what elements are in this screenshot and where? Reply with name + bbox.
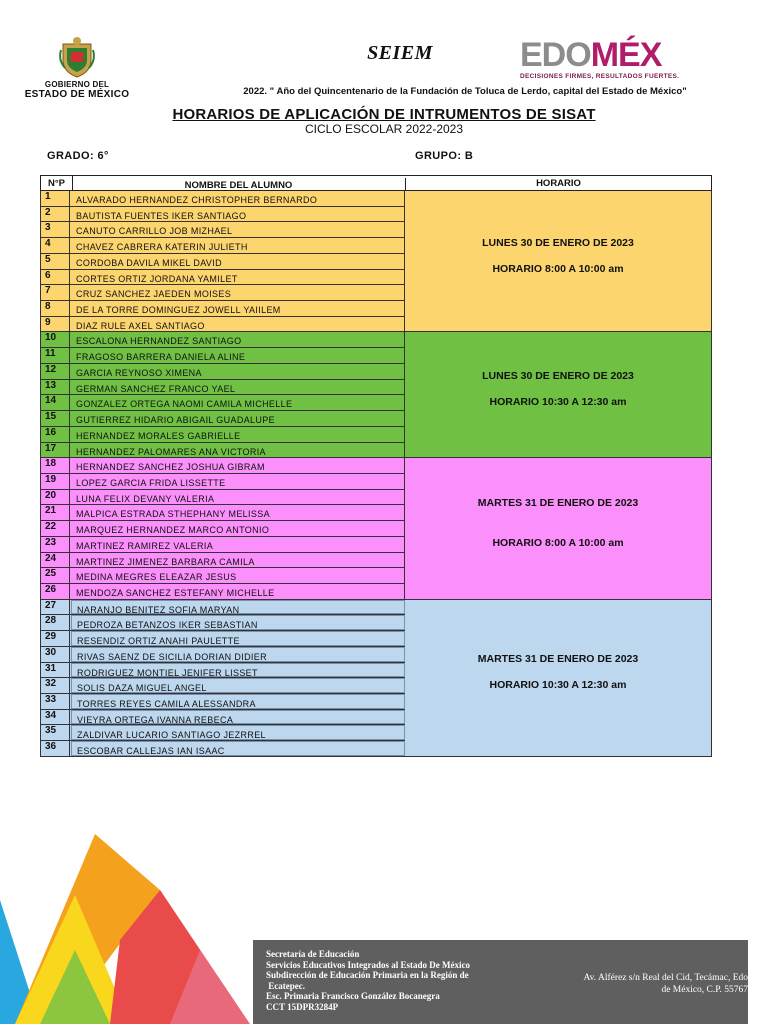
student-name: CRUZ SANCHEZ JAEDEN MOISES — [71, 285, 405, 300]
student-name: RIVAS SAENZ DE SICILIA DORIAN DIDIER — [71, 647, 405, 662]
table-row — [40, 222, 405, 238]
row-number: 18 — [40, 458, 70, 473]
header-horario: HORARIO — [536, 178, 581, 189]
row-number: 23 — [40, 537, 70, 552]
student-name: LUNA FELIX DEVANY VALERIA — [71, 490, 405, 505]
table-row — [40, 380, 405, 396]
block-fecha: MARTES 31 DE ENERO DE 2023 — [477, 653, 639, 666]
row-number: 3 — [40, 222, 70, 237]
student-name: PEDROZA BETANZOS IKER SEBASTIAN — [71, 615, 405, 630]
student-name: MARQUEZ HERNANDEZ MARCO ANTONIO — [71, 521, 405, 536]
schedule-block — [405, 458, 712, 599]
row-number: 16 — [40, 427, 70, 442]
gobierno-line1: GOBIERNO DEL — [44, 80, 110, 89]
row-number: 26 — [40, 584, 70, 599]
footer-line: Subdirección de Educación Primaria en la Región de — [266, 970, 469, 981]
block-fecha: LUNES 30 DE ENERO DE 2023 — [482, 370, 634, 383]
edomex-tagline: DECISIONES FIRMES, RESULTADOS FUERTES. — [520, 73, 680, 80]
row-number: 33 — [40, 694, 70, 709]
table-row — [40, 521, 405, 537]
ciclo-escolar: CICLO ESCOLAR 2022-2023 — [304, 122, 464, 136]
student-name: GARCIA REYNOSO XIMENA — [71, 364, 405, 379]
student-name: CANUTO CARRILLO JOB MIZHAEL — [71, 222, 405, 237]
row-number: 30 — [40, 647, 70, 662]
coat-of-arms-icon — [57, 36, 97, 78]
student-name: GERMAN SANCHEZ FRANCO YAEL — [71, 380, 405, 395]
grado-label: GRADO: 6° — [47, 150, 109, 162]
student-name: GUTIERREZ HIDARIO ABIGAIL GUADALUPE — [71, 411, 405, 426]
footer-line: Ecatepec. — [266, 980, 305, 991]
table-row — [40, 584, 405, 600]
student-name: ESCALONA HERNANDEZ SANTIAGO — [71, 332, 405, 347]
student-name: ALVARADO HERNANDEZ CHRISTOPHER BERNARDO — [71, 191, 405, 206]
row-number: 32 — [40, 678, 70, 693]
table-row — [40, 317, 405, 333]
block-horario: HORARIO 10:30 A 12:30 am — [489, 679, 627, 692]
anio-leyenda: 2022. " Año del Quincentenario de la Fundación de Toluca de Lerdo, capital del Estado de México" — [243, 86, 687, 97]
student-name: GONZALEZ ORTEGA NAOMI CAMILA MICHELLE — [71, 395, 405, 410]
student-name: HERNANDEZ PALOMARES ANA VICTORIA — [71, 443, 405, 458]
schedule-block — [405, 332, 712, 458]
edomex-word-b: MÉX — [590, 36, 662, 74]
student-name: TORRES REYES CAMILA ALESSANDRA — [71, 694, 405, 709]
grupo-label: GRUPO: B — [415, 150, 474, 162]
student-name: NARANJO BENITEZ SOFIA MARYAN — [71, 600, 405, 615]
row-number: 29 — [40, 631, 70, 646]
row-number: 22 — [40, 521, 70, 536]
schedule-block — [405, 600, 712, 757]
student-name: CHAVEZ CABRERA KATERIN JULIETH — [71, 238, 405, 253]
row-number: 1 — [40, 191, 70, 206]
footer-line: Secretaría de Educación — [266, 949, 360, 959]
student-name: DIAZ RULE AXEL SANTIAGO — [71, 317, 405, 332]
row-number: 11 — [40, 348, 70, 363]
row-number: 17 — [40, 443, 70, 458]
table-row — [40, 537, 405, 553]
table-row — [40, 647, 405, 663]
student-name: HERNANDEZ SANCHEZ JOSHUA GIBRAM — [71, 458, 405, 473]
table-row — [40, 254, 405, 270]
footer-institution — [266, 949, 536, 1013]
row-number: 2 — [40, 207, 70, 222]
table-row — [40, 270, 405, 286]
schedule-block — [405, 191, 712, 332]
block-horario: HORARIO 8:00 A 10:00 am — [492, 262, 624, 275]
table-row — [40, 427, 405, 443]
student-name: VIEYRA ORTEGA IVANNA REBECA — [71, 710, 405, 725]
table-row — [40, 741, 405, 757]
row-number: 5 — [40, 254, 70, 269]
document-title: HORARIOS DE APLICACIÓN DE INTRUMENTOS DE SISAT — [172, 106, 596, 123]
student-name: CORTES ORTIZ JORDANA YAMILET — [71, 270, 405, 285]
student-name: LOPEZ GARCIA FRIDA LISSETTE — [71, 474, 405, 489]
table-row — [40, 238, 405, 254]
table-row — [40, 710, 405, 726]
table-row — [40, 443, 405, 459]
edomex-logo — [520, 38, 740, 80]
gobierno-line2: ESTADO DE MÉXICO — [24, 89, 130, 100]
row-number: 24 — [40, 553, 70, 568]
row-number: 21 — [40, 505, 70, 520]
table-row — [40, 364, 405, 380]
table-row — [40, 631, 405, 647]
table-row — [40, 458, 405, 474]
table-row — [40, 553, 405, 569]
footer-address-line2: de México, C.P. 55767 — [661, 985, 748, 995]
edomex-wordmark — [520, 38, 740, 72]
student-name: ESCOBAR CALLEJAS IAN ISAAC — [71, 741, 405, 756]
table-row — [40, 600, 405, 616]
table-row — [40, 474, 405, 490]
row-number: 8 — [40, 301, 70, 316]
table-row — [40, 490, 405, 506]
student-name: FRAGOSO BARRERA DANIELA ALINE — [71, 348, 405, 363]
row-number: 19 — [40, 474, 70, 489]
table-row — [40, 725, 405, 741]
table-row — [40, 348, 405, 364]
table-header — [40, 175, 712, 191]
student-name: SOLIS DAZA MIGUEL ANGEL — [71, 678, 405, 693]
table-row — [40, 207, 405, 223]
row-number: 36 — [40, 741, 70, 756]
row-number: 25 — [40, 568, 70, 583]
footer-address — [540, 972, 748, 996]
footer-line: Servicios Educativos Integrados al Estado De México — [266, 959, 470, 970]
header-np: N°P — [41, 176, 73, 190]
footer-decoration — [0, 800, 260, 1024]
table-row — [40, 332, 405, 348]
student-name: MARTINEZ RAMIREZ VALERIA — [71, 537, 405, 552]
table-row — [40, 663, 405, 679]
student-name: MEDINA MEGRES ELEAZAR JESUS — [71, 568, 405, 583]
table-row — [40, 568, 405, 584]
student-name: MALPICA ESTRADA STHEPHANY MELISSA — [71, 505, 405, 520]
row-number: 15 — [40, 411, 70, 426]
edomex-word-a: EDO — [520, 36, 591, 74]
footer-line: Esc. Primaria Francisco González Bocanegra — [266, 991, 440, 1002]
row-number: 31 — [40, 663, 70, 678]
student-name: RODRIGUEZ MONTIEL JENIFER LISSET — [71, 663, 405, 678]
table-row — [40, 191, 405, 207]
student-rows — [40, 191, 405, 757]
row-number: 6 — [40, 270, 70, 285]
table-row — [40, 411, 405, 427]
gobierno-edomex-logo — [22, 36, 132, 100]
block-horario: HORARIO 8:00 A 10:00 am — [492, 536, 624, 549]
table-row — [40, 694, 405, 710]
student-name: CORDOBA DAVILA MIKEL DAVID — [71, 254, 405, 269]
row-number: 12 — [40, 364, 70, 379]
table-row — [40, 615, 405, 631]
student-name: ZALDIVAR LUCARIO SANTIAGO JEZRREL — [71, 725, 405, 740]
student-name: DE LA TORRE DOMINGUEZ JOWELL YAIILEM — [71, 301, 405, 316]
seiem-title: SEIEM — [367, 42, 433, 64]
row-number: 4 — [40, 238, 70, 253]
table-row — [40, 395, 405, 411]
header-nombre: NOMBRE DEL ALUMNO — [72, 178, 406, 192]
footer-address-line1: Av. Alférez s/n Real del Cid, Tecámac, Edo — [583, 973, 748, 983]
table-row — [40, 678, 405, 694]
footer-line: CCT 15DPR3284P — [266, 1001, 339, 1012]
table-row — [40, 285, 405, 301]
table-row — [40, 505, 405, 521]
row-number: 27 — [40, 600, 70, 615]
row-number: 35 — [40, 725, 70, 740]
row-number: 14 — [40, 395, 70, 410]
student-name: HERNANDEZ MORALES GABRIELLE — [71, 427, 405, 442]
student-name: MENDOZA SANCHEZ ESTEFANY MICHELLE — [71, 584, 405, 599]
row-number: 10 — [40, 332, 70, 347]
table-row — [40, 301, 405, 317]
student-name: BAUTISTA FUENTES IKER SANTIAGO — [71, 207, 405, 222]
row-number: 34 — [40, 710, 70, 725]
row-number: 20 — [40, 490, 70, 505]
block-fecha: MARTES 31 DE ENERO DE 2023 — [477, 496, 639, 509]
student-name: MARTINEZ JIMENEZ BARBARA CAMILA — [71, 553, 405, 568]
row-number: 9 — [40, 317, 70, 332]
row-number: 13 — [40, 380, 70, 395]
block-horario: HORARIO 10:30 A 12:30 am — [489, 396, 627, 409]
row-number: 7 — [40, 285, 70, 300]
row-number: 28 — [40, 615, 70, 630]
block-fecha: LUNES 30 DE ENERO DE 2023 — [482, 236, 634, 249]
student-name: RESENDIZ ORTIZ ANAHI PAULETTE — [71, 631, 405, 646]
